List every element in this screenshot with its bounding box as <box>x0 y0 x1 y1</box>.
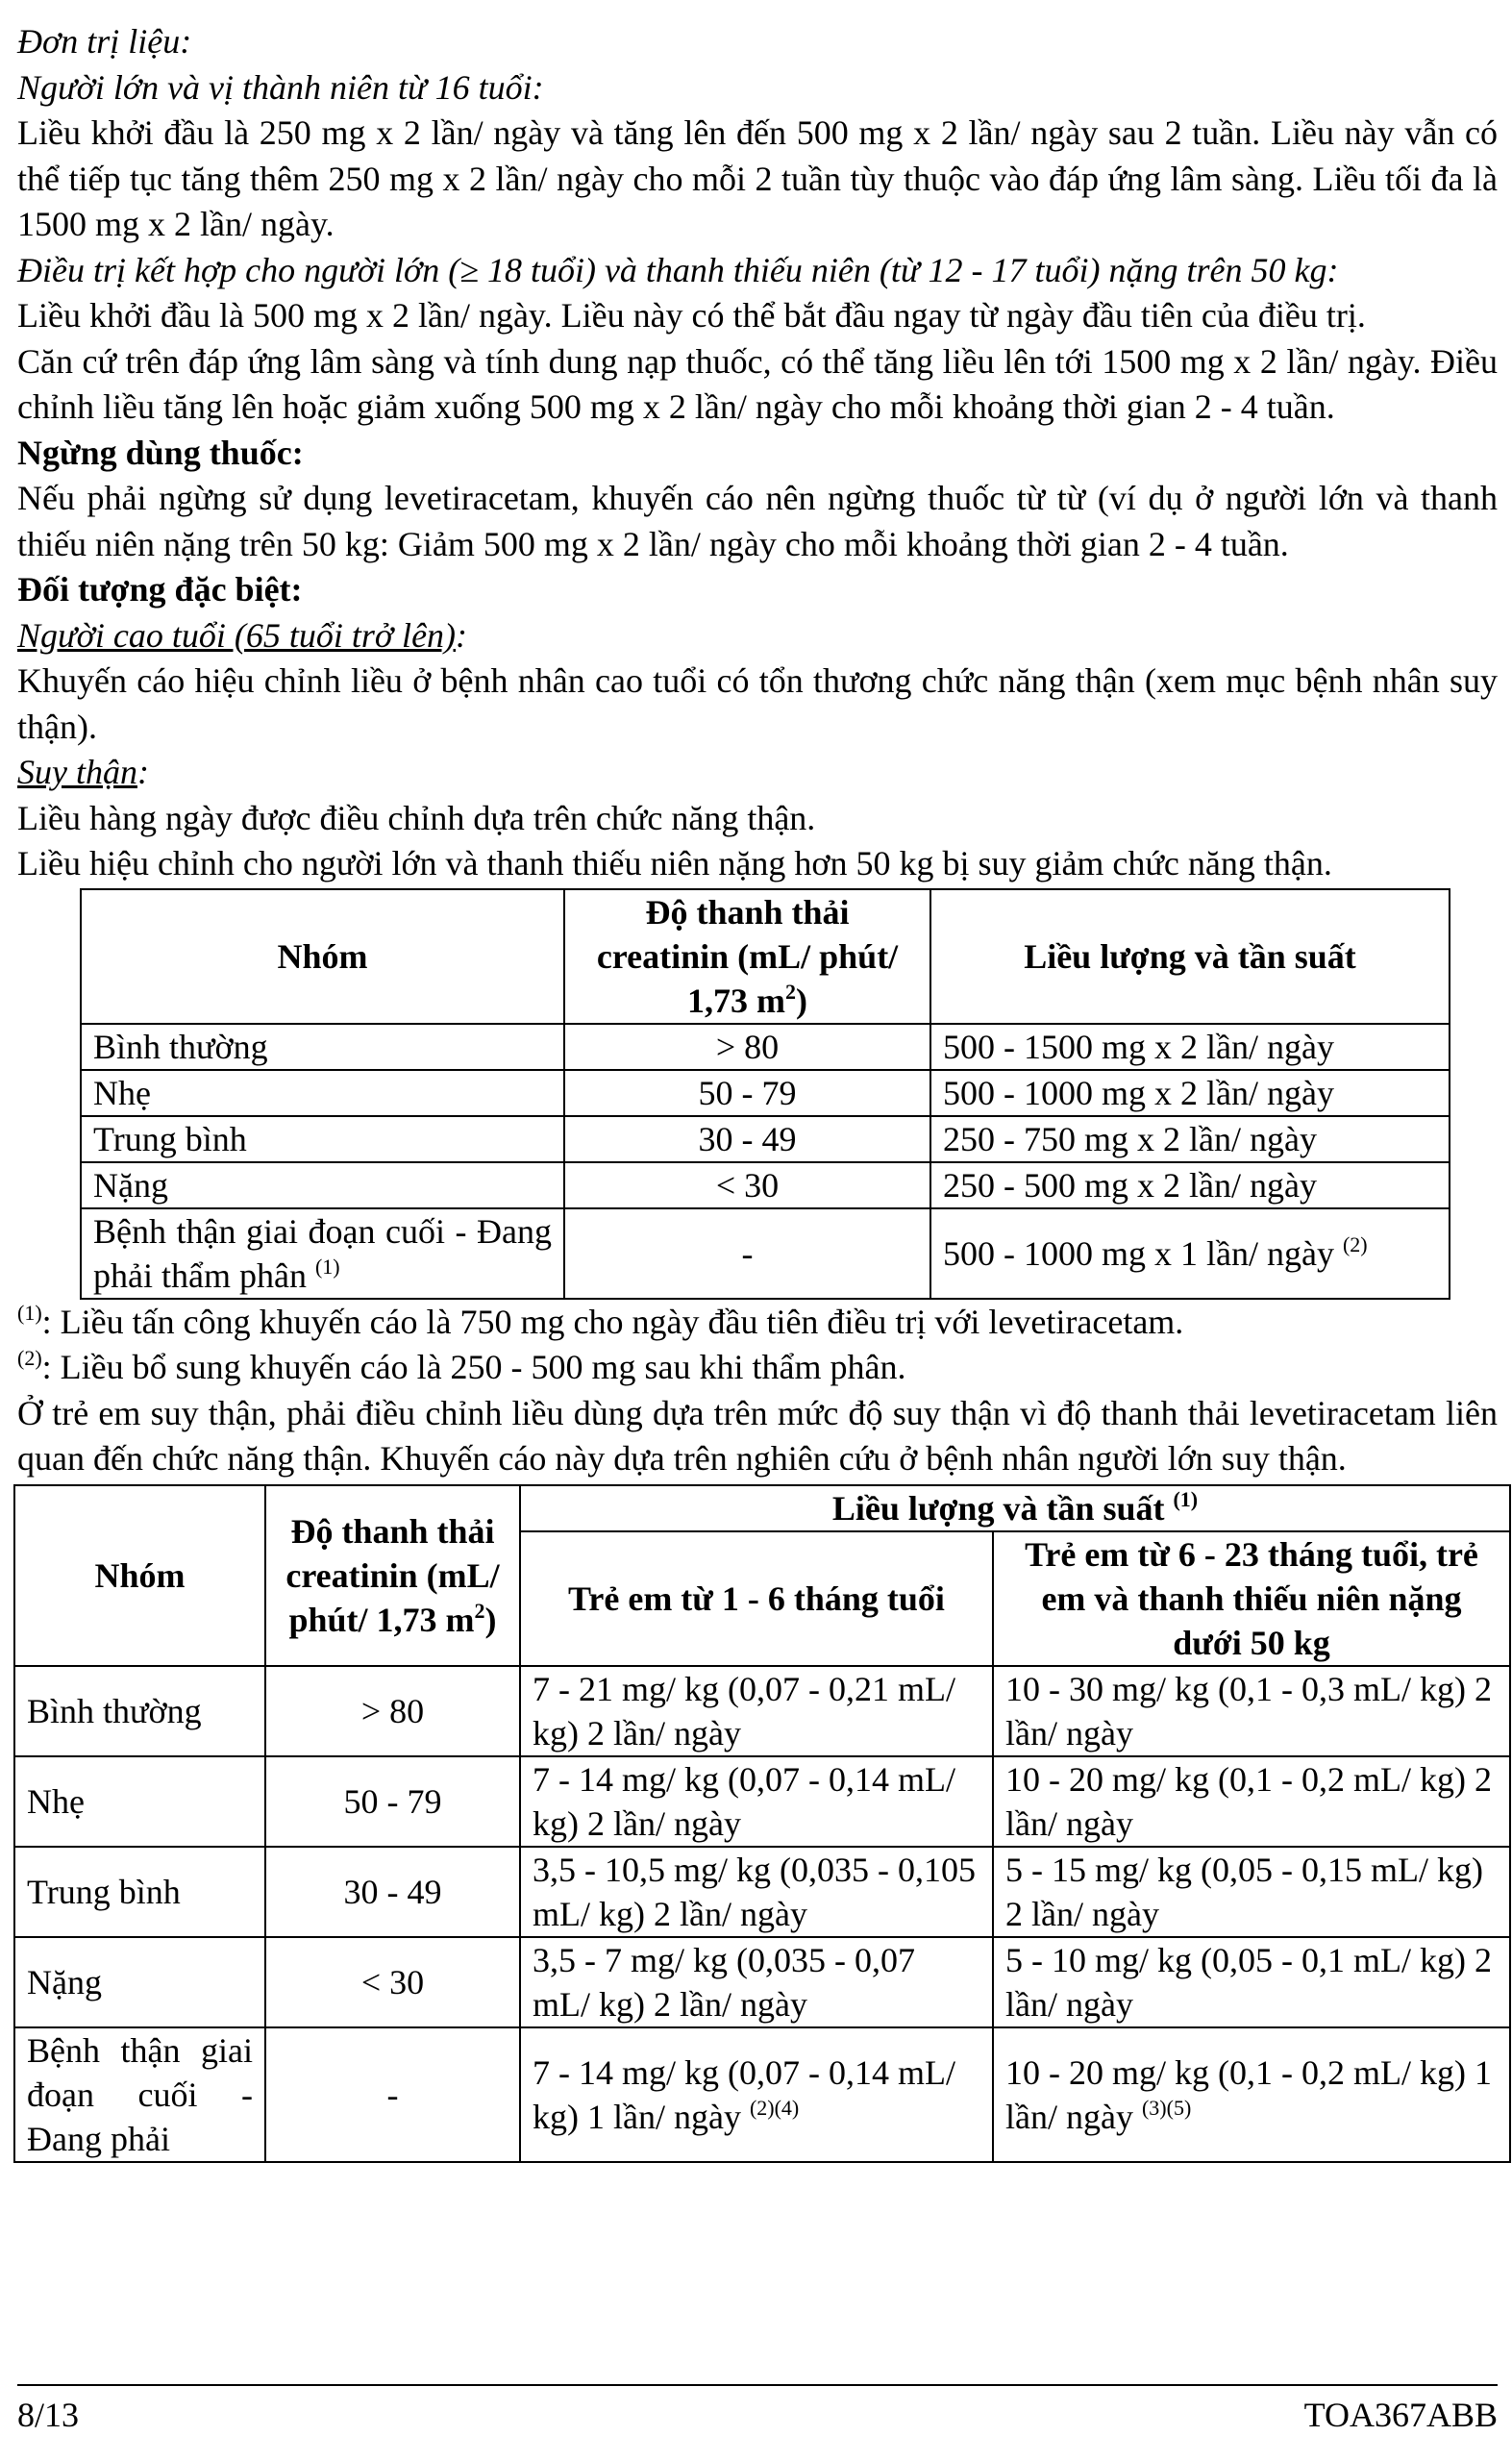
table-row <box>81 1162 1450 1208</box>
document-page <box>17 19 1498 2163</box>
cell-dose <box>930 1208 1450 1299</box>
cell-group-sup: (1) <box>314 1254 340 1279</box>
header-group: Nhóm <box>14 1485 265 1666</box>
document-code: TOA367ABB <box>1303 2396 1498 2434</box>
header-clearance <box>564 889 930 1024</box>
cell-clearance: > 80 <box>265 1666 520 1756</box>
cell-group: Nhẹ <box>81 1070 564 1116</box>
footnote-2-text: : Liều bổ sung khuyến cáo là 250 - 500 mg sau khi thẩm phân. <box>41 1348 906 1386</box>
cell-group: Trung bình <box>81 1116 564 1162</box>
cell-child-sup: (3)(5) <box>1141 2095 1192 2120</box>
cell-child: 5 - 10 mg/ kg (0,05 - 0,1 mL/ kg) 2 lần/ ngày <box>993 1937 1510 2027</box>
header-clearance <box>265 1485 520 1666</box>
table-row <box>14 1937 1510 2027</box>
header-clearance-sup: 2 <box>785 979 796 1004</box>
cell-dose: 250 - 750 mg x 2 lần/ ngày <box>930 1116 1450 1162</box>
heading-adult: Người lớn và vị thành niên từ 16 tuổi: <box>17 67 544 107</box>
cell-dose: 250 - 500 mg x 2 lần/ ngày <box>930 1162 1450 1208</box>
footer-divider <box>17 2384 1498 2386</box>
adult-renal-dose-table <box>80 888 1450 1300</box>
footer-row <box>17 2396 1498 2434</box>
cell-infant-sup: (2)(4) <box>749 2095 800 2120</box>
cell-child: 10 - 20 mg/ kg (0,1 - 0,2 mL/ kg) 2 lần/ ngày <box>993 1756 1510 1847</box>
cell-clearance: 30 - 49 <box>564 1116 930 1162</box>
cell-clearance: < 30 <box>564 1162 930 1208</box>
cell-infant <box>520 2027 993 2162</box>
cell-dose-text: 500 - 1000 mg x 1 lần/ ngày <box>943 1233 1334 1273</box>
heading-elderly <box>17 613 1498 659</box>
cell-group: Nặng <box>14 1937 265 2027</box>
table-row <box>81 1024 1450 1070</box>
heading-renal-colon: : <box>136 753 149 791</box>
header-clearance-end: ) <box>484 1600 497 1639</box>
cell-child-text: 10 - 20 mg/ kg (0,1 - 0,2 mL/ kg) 1 lần/ ngày <box>1005 2052 1492 2136</box>
header-child: Trẻ em từ 6 - 23 tháng tuổi, trẻ em và thanh thiếu niên nặng dưới 50 kg <box>993 1531 1510 1666</box>
header-clearance-end: ) <box>796 981 807 1020</box>
cell-infant: 7 - 21 mg/ kg (0,07 - 0,21 mL/ kg) 2 lần/ ngày <box>520 1666 993 1756</box>
paragraph-renal-2: Liều hiệu chỉnh cho người lớn và thanh thiếu niên nặng hơn 50 kg bị suy giảm chức năng thận. <box>17 844 1332 882</box>
pediatric-renal-dose-table <box>13 1484 1511 2163</box>
header-clearance-text: Độ thanh thải creatinin (mL/ phút/ 1,73 m <box>285 1511 500 1639</box>
cell-group-text: Bệnh thận giai đoạn cuối - Đang phải thẩm phân <box>93 1211 552 1295</box>
paragraph-children: Ở trẻ em suy thận, phải điều chỉnh liều dùng dựa trên mức độ suy thận vì độ thanh thải levetiracetam liên quan đến chức năng thận. Khuyến cáo này dựa trên nghiên cứu ở bệnh nhân người lớn suy thận. <box>17 1393 1498 1478</box>
cell-clearance: - <box>564 1208 930 1299</box>
cell-group: Trung bình <box>14 1847 265 1937</box>
cell-clearance: < 30 <box>265 1937 520 2027</box>
heading-monotherapy: Đơn trị liệu: <box>17 22 192 61</box>
cell-dose-sup: (2) <box>1342 1231 1368 1256</box>
header-clearance-sup: 2 <box>474 1598 485 1623</box>
cell-clearance: 50 - 79 <box>564 1070 930 1116</box>
heading-renal-label: Suy thận <box>17 753 137 791</box>
cell-clearance: > 80 <box>564 1024 930 1070</box>
header-dose: Liều lượng và tần suất <box>930 889 1450 1024</box>
paragraph-adult-dose: Liều khởi đầu là 250 mg x 2 lần/ ngày và tăng lên đến 500 mg x 2 lần/ ngày sau 2 tuần. Liều này vẫn có thể tiếp tục tăng thêm 250 mg x 2 lần/ ngày cho mỗi 2 tuần tùy thuộc vào đáp ứng lâm sàng. Liều tối đa là 1500 mg x 2 lần/ ngày. <box>17 113 1498 243</box>
heading-elderly-label: Người cao tuổi (65 tuổi trở lên) <box>17 615 457 655</box>
cell-child: 5 - 15 mg/ kg (0,05 - 0,15 mL/ kg) 2 lần/ ngày <box>993 1847 1510 1937</box>
heading-special-population: Đối tượng đặc biệt: <box>17 570 303 609</box>
heading-renal <box>17 750 1498 796</box>
paragraph-elderly: Khuyến cáo hiệu chỉnh liều ở bệnh nhân cao tuổi có tổn thương chức năng thận (xem mục bệnh nhân suy thận). <box>17 661 1498 746</box>
cell-clearance: 30 - 49 <box>265 1847 520 1937</box>
table-row <box>81 1070 1450 1116</box>
cell-group: Bình thường <box>81 1024 564 1070</box>
footnote-1-text: : Liều tấn công khuyến cáo là 750 mg cho ngày đầu tiên điều trị với levetiracetam. <box>41 1302 1184 1341</box>
footnote-2 <box>17 1345 1498 1391</box>
paragraph-stop: Nếu phải ngừng sử dụng levetiracetam, khuyến cáo nên ngừng thuốc từ từ (ví dụ ở người lớn và thanh thiếu niên nặng trên 50 kg: Giảm 500 mg x 2 lần/ ngày cho mỗi khoảng thời gian 2 - 4 tuần. <box>17 479 1498 563</box>
footnote-1-marker: (1) <box>17 1300 42 1325</box>
footnote-1 <box>17 1300 1498 1346</box>
heading-elderly-colon: : <box>456 615 468 655</box>
cell-child: 10 - 30 mg/ kg (0,1 - 0,3 mL/ kg) 2 lần/ ngày <box>993 1666 1510 1756</box>
cell-infant: 7 - 14 mg/ kg (0,07 - 0,14 mL/ kg) 2 lần/ ngày <box>520 1756 993 1847</box>
header-dose-sup: (1) <box>1173 1486 1199 1511</box>
cell-child <box>993 2027 1510 2162</box>
page-number: 8/13 <box>17 2396 80 2434</box>
cell-infant-text: 7 - 14 mg/ kg (0,07 - 0,14 mL/ kg) 1 lần/ ngày <box>533 2052 955 2136</box>
page-footer <box>17 2384 1498 2434</box>
header-infant: Trẻ em từ 1 - 6 tháng tuổi <box>520 1531 993 1666</box>
cell-infant: 3,5 - 7 mg/ kg (0,035 - 0,07 mL/ kg) 2 lần/ ngày <box>520 1937 993 2027</box>
cell-dose: 500 - 1500 mg x 2 lần/ ngày <box>930 1024 1450 1070</box>
table-row <box>81 1116 1450 1162</box>
cell-group: Bệnh thận giai đoạn cuối - Đang phải <box>14 2027 265 2162</box>
paragraph-renal-1: Liều hàng ngày được điều chỉnh dựa trên chức năng thận. <box>17 798 816 837</box>
cell-group: Bình thường <box>14 1666 265 1756</box>
table-row <box>81 1208 1450 1299</box>
cell-group: Nặng <box>81 1162 564 1208</box>
cell-clearance: - <box>265 2027 520 2162</box>
paragraph-combination-adjust: Căn cứ trên đáp ứng lâm sàng và tính dung nạp thuốc, có thể tăng liều lên tới 1500 mg x 2 lần/ ngày. Điều chỉnh liều tăng lên hoặc giảm xuống 500 mg x 2 lần/ ngày cho mỗi khoảng thời gian 2 - 4 tuần. <box>17 341 1498 426</box>
cell-clearance: 50 - 79 <box>265 1756 520 1847</box>
header-dose <box>520 1485 1510 1531</box>
table-row <box>14 1847 1510 1937</box>
table-row <box>14 2027 1510 2162</box>
table-header-row <box>81 889 1450 1024</box>
header-group: Nhóm <box>81 889 564 1024</box>
table-row <box>14 1666 1510 1756</box>
table-row <box>14 1756 1510 1847</box>
heading-combination: Điều trị kết hợp cho người lớn (≥ 18 tuổi) và thanh thiếu niên (từ 12 - 17 tuổi) nặng trên 50 kg: <box>17 250 1339 289</box>
table-header-row <box>14 1485 1510 1531</box>
heading-stop: Ngừng dùng thuốc: <box>17 433 304 472</box>
header-dose-text: Liều lượng và tần suất <box>831 1488 1165 1528</box>
cell-group: Nhẹ <box>14 1756 265 1847</box>
paragraph-combination-dose: Liều khởi đầu là 500 mg x 2 lần/ ngày. Liều này có thể bắt đầu ngay từ ngày đầu tiên của điều trị. <box>17 296 1366 335</box>
cell-group <box>81 1208 564 1299</box>
footnote-2-marker: (2) <box>17 1346 42 1370</box>
header-clearance-text: Độ thanh thải creatinin (mL/ phút/ 1,73 m <box>596 892 899 1020</box>
cell-infant: 3,5 - 10,5 mg/ kg (0,035 - 0,105 mL/ kg) 2 lần/ ngày <box>520 1847 993 1937</box>
cell-dose: 500 - 1000 mg x 2 lần/ ngày <box>930 1070 1450 1116</box>
